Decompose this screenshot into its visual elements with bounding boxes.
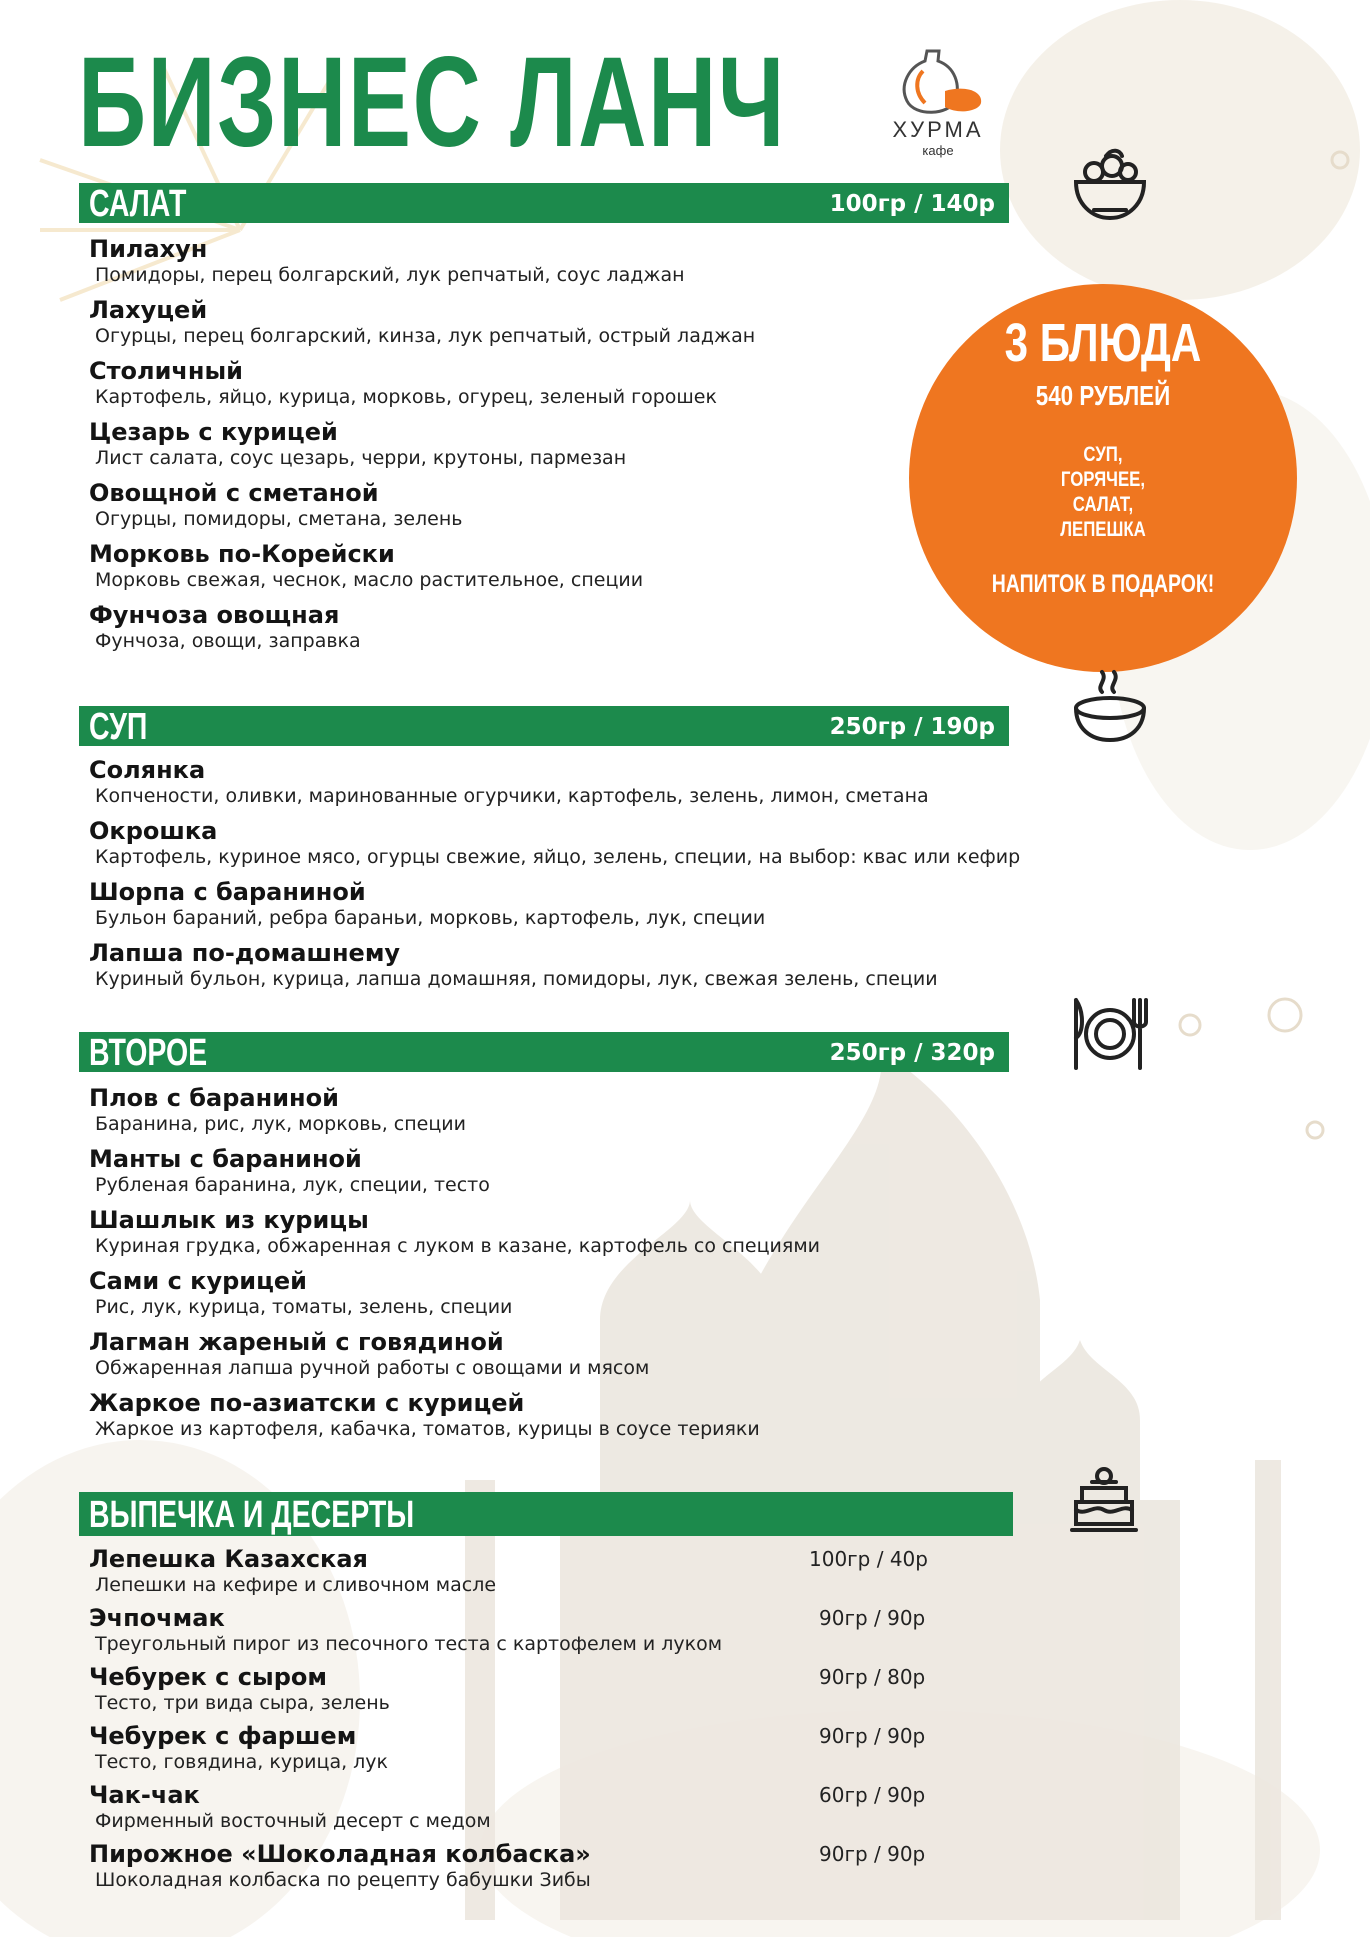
item-description: Треугольный пирог из песочного теста с картофелем и луком — [95, 1633, 723, 1655]
item-description: Лист салата, соус цезарь, черри, крутоны, пармезан — [95, 447, 627, 469]
item-description: Лепешки на кефире и сливочном масле — [95, 1574, 497, 1596]
menu-item — [89, 1840, 1089, 1892]
menu-item — [89, 235, 1089, 287]
item-description: Шоколадная колбаска по рецепту бабушки Зибы — [95, 1869, 591, 1891]
promo-include-item: СУП, — [1083, 443, 1123, 466]
menu-item — [89, 418, 1089, 470]
item-description: Тесто, три вида сыра, зелень — [95, 1692, 390, 1714]
promo-include-item: ГОРЯЧЕЕ, — [1060, 468, 1146, 491]
soup-bowl-icon — [1068, 662, 1152, 746]
item-description: Копчености, оливки, маринованные огурчики, картофель, зелень, лимон, сметана — [95, 785, 929, 807]
menu-item — [89, 756, 1089, 808]
item-name: Лахуцей — [89, 296, 208, 324]
section-banner-main — [79, 1032, 1009, 1072]
item-description: Рубленая баранина, лук, специи, тесто — [95, 1174, 490, 1196]
item-name: Чак-чак — [89, 1781, 200, 1809]
section-price: 250гр / 190р — [829, 714, 995, 740]
item-name: Жаркое по-азиатски с курицей — [89, 1389, 525, 1417]
section-banner-salad — [79, 183, 1009, 223]
logo-subtitle: кафе — [922, 143, 954, 158]
menu-item — [89, 939, 1089, 991]
menu-item — [89, 1722, 1089, 1774]
plate-cutlery-icon — [1068, 992, 1152, 1076]
item-price: 90гр / 90р — [819, 1724, 926, 1748]
item-description: Рис, лук, курица, томаты, зелень, специи — [95, 1296, 513, 1318]
item-name: Столичный — [89, 357, 243, 385]
item-name: Эчпочмак — [89, 1604, 225, 1632]
menu-item — [89, 1389, 1089, 1441]
item-description: Морковь свежая, чеснок, масло растительное, специи — [95, 569, 644, 591]
item-description: Картофель, куриное мясо, огурцы свежие, яйцо, зелень, специи, на выбор: квас или кефир — [95, 846, 1021, 868]
section-price: 100гр / 140р — [829, 191, 995, 217]
item-price: 100гр / 40р — [809, 1547, 928, 1571]
section-price: 250гр / 320р — [829, 1040, 995, 1066]
item-description: Помидоры, перец болгарский, лук репчатый, соус ладжан — [95, 264, 685, 286]
item-name: Сами с курицей — [89, 1267, 307, 1295]
item-name: Лепешка Казахская — [89, 1545, 368, 1573]
menu-item — [89, 601, 1089, 653]
menu-item — [89, 1145, 1089, 1197]
item-name: Фунчоза овощная — [89, 601, 340, 629]
logo-name: ХУРМА — [892, 117, 984, 142]
menu-item — [89, 1663, 1089, 1715]
menu-item — [89, 479, 1089, 531]
item-name: Пилахун — [89, 235, 208, 263]
item-description: Картофель, яйцо, курица, морковь, огурец, зеленый горошек — [95, 386, 717, 408]
promo-subtitle: 540 РУБЛЕЙ — [1035, 380, 1171, 411]
menu-item — [89, 1267, 1089, 1319]
item-description: Жаркое из картофеля, кабачка, томатов, курицы в соусе терияки — [95, 1418, 760, 1440]
promo-include-item: ЛЕПЕШКА — [1060, 518, 1146, 541]
item-price: 90гр / 90р — [819, 1606, 926, 1630]
section-title: САЛАТ — [89, 183, 187, 225]
section-banner-soup — [79, 706, 1009, 746]
menu-item — [89, 1084, 1089, 1136]
item-name: Чебурек с сыром — [89, 1663, 327, 1691]
item-description: Бульон бараний, ребра бараньи, морковь, картофель, лук, специи — [95, 907, 766, 929]
section-title: ВТОРОЕ — [89, 1032, 208, 1074]
item-description: Обжаренная лапша ручной работы с овощами и мясом — [95, 1357, 650, 1379]
item-name: Чебурек с фаршем — [89, 1722, 357, 1750]
item-name: Шашлык из курицы — [89, 1206, 369, 1234]
item-description: Огурцы, помидоры, сметана, зелень — [95, 508, 463, 530]
menu-item — [89, 1328, 1089, 1380]
cake-icon — [1062, 1454, 1146, 1538]
item-price: 60гр / 90р — [819, 1783, 926, 1807]
item-description: Куриный бульон, курица, лапша домашняя, помидоры, лук, свежая зелень, специи — [95, 968, 938, 990]
menu-item — [89, 1545, 1089, 1597]
item-name: Солянка — [89, 756, 206, 784]
item-name: Лагман жареный с говядиной — [89, 1328, 504, 1356]
menu-item — [89, 878, 1089, 930]
item-name: Цезарь с курицей — [89, 418, 338, 446]
section-title: ВЫПЕЧКА И ДЕСЕРТЫ — [89, 1494, 415, 1536]
item-description: Фунчоза, овощи, заправка — [95, 630, 361, 652]
menu-item — [89, 357, 1089, 409]
item-price: 90гр / 90р — [819, 1842, 926, 1866]
item-name: Окрошка — [89, 817, 218, 845]
item-name: Шорпа с бараниной — [89, 878, 366, 906]
item-description: Баранина, рис, лук, морковь, специи — [95, 1113, 466, 1135]
item-name: Овощной с сметаной — [89, 479, 379, 507]
item-description: Фирменный восточный десерт с медом — [95, 1810, 491, 1832]
promo-title: 3 БЛЮДА — [1004, 313, 1202, 373]
menu-item — [89, 817, 1089, 869]
menu-item — [89, 1781, 1089, 1833]
item-description: Куриная грудка, обжаренная с луком в казане, картофель со специями — [95, 1235, 820, 1257]
item-description: Огурцы, перец болгарский, кинза, лук репчатый, острый ладжан — [95, 325, 756, 347]
menu-item — [89, 1604, 1089, 1656]
menu-item — [89, 296, 1089, 348]
item-name: Лапша по-домашнему — [89, 939, 401, 967]
item-name: Плов с бараниной — [89, 1084, 339, 1112]
promo-gift: НАПИТОК В ПОДАРОК! — [991, 570, 1215, 598]
section-banner-bakery — [79, 1492, 1013, 1536]
page-title: БИЗНЕС ЛАНЧ — [78, 31, 786, 174]
menu-item — [89, 1206, 1089, 1258]
item-price: 90гр / 80р — [819, 1665, 926, 1689]
menu-item — [89, 540, 1089, 592]
item-description: Тесто, говядина, курица, лук — [95, 1751, 389, 1773]
item-name: Морковь по-Корейски — [89, 540, 395, 568]
section-title: СУП — [89, 706, 148, 748]
item-name: Пирожное «Шоколадная колбаска» — [89, 1840, 591, 1868]
promo-include-item: САЛАТ, — [1072, 493, 1134, 516]
item-name: Манты с бараниной — [89, 1145, 362, 1173]
salad-bowl-icon — [1068, 142, 1152, 226]
